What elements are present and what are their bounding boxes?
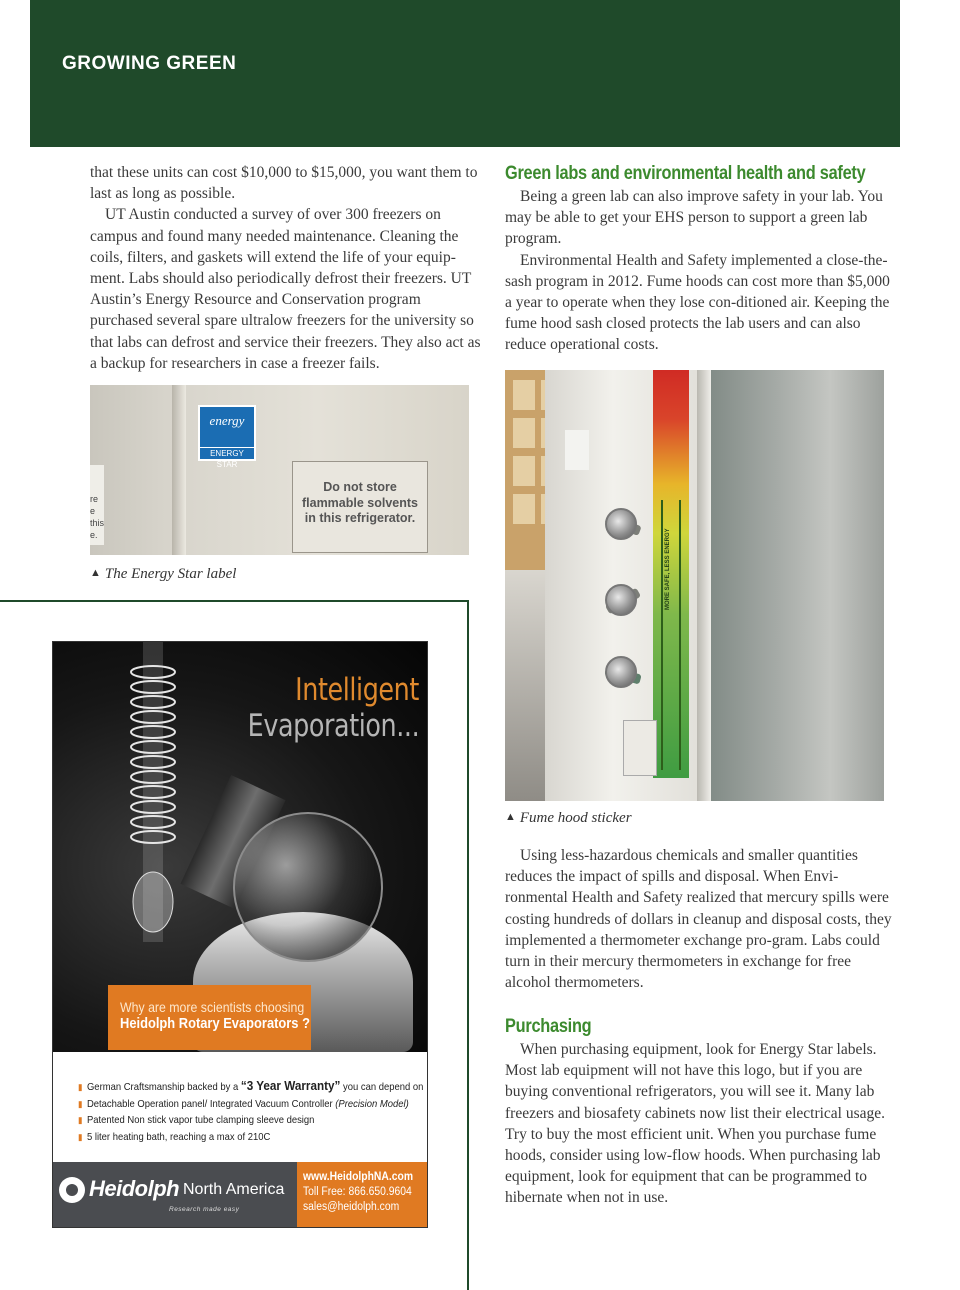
- condenser-coil-icon: [113, 642, 193, 942]
- list-item: ▮ Patented Non stick vapor tube clamping sleeve design: [78, 1114, 315, 1126]
- ad-feature-list: [78, 1078, 428, 1145]
- right-column-middle: [505, 845, 900, 993]
- bullet-icon: ▮: [78, 1131, 83, 1142]
- right-column-bottom: [505, 1015, 900, 1209]
- bullet-icon: ▮: [78, 1098, 83, 1109]
- heidolph-logo: [59, 1174, 299, 1214]
- right-column-top: [505, 162, 900, 356]
- gas-valve-icon: [605, 656, 637, 688]
- ad-headline-line2: Evaporation...: [247, 708, 419, 744]
- paragraph: Environmental Health and Safety implemented a close-the-sash program in 2012. Fume hoods can cost more than $5,000 a year to operate when they lose con-ditioned air. Keeping the fume hood sash closed protects the lab users and can also reduce operational costs.: [505, 251, 890, 354]
- fume-photo-caption: [505, 810, 632, 827]
- fume-hood-photo: [505, 370, 884, 801]
- paragraph: When purchasing equipment, look for Energy Star labels. Most lab equipment will not have this logo, but if you are buying conventional refrigerators, you will see it. Many lab freezers and biosafety cabinets now list their electrical usage. Try to buy the most efficient unit. When you purchase fume hoods, consider using low-flow hoods. When purchasing lab equipment, look for equipment that can be programmed to hibernate when not in use.: [505, 1041, 886, 1207]
- list-item: ▮ Detachable Operation panel/ Integrated Vacuum Controller (Precision Model): [78, 1097, 409, 1110]
- freezer-door-edge: [172, 385, 186, 555]
- gas-valve-icon: [605, 508, 637, 540]
- energy-star-script: energy: [209, 413, 245, 428]
- heidolph-logo-icon: [59, 1177, 85, 1203]
- brand-name: Heidolph: [89, 1176, 180, 1201]
- energy-star-logo: [198, 405, 256, 469]
- list-item: ▮ 5 liter heating bath, reaching a max of 210C: [78, 1130, 271, 1143]
- section-title: GROWING GREEN: [62, 53, 237, 74]
- ad-contact-box: [297, 1162, 428, 1228]
- ad-footer: [53, 1162, 428, 1228]
- list-item: ▮ German Craftsmanship backed by a “3 Year Warranty” you can depend on: [78, 1078, 424, 1093]
- ad-question-box: [108, 985, 311, 1050]
- energy-photo-caption: [90, 566, 236, 583]
- hood-label: [565, 430, 589, 470]
- fume-hood-sash-glass: [705, 370, 884, 801]
- left-column-text: [90, 162, 485, 374]
- heidolph-advertisement: [52, 641, 428, 1228]
- email-link[interactable]: sales@heidolph.com: [303, 1201, 400, 1213]
- phone-number: Toll Free: 866.650.9604: [303, 1186, 412, 1198]
- brand-tagline: Research made easy: [169, 1206, 240, 1213]
- gas-valve-icon: [605, 584, 637, 616]
- section-heading-purchasing: Purchasing: [505, 1016, 592, 1037]
- paragraph: that these units can cost $10,000 to $15,000, you want them to last as long as possible.: [90, 164, 478, 203]
- sticker-arrow-icon: [661, 500, 681, 770]
- electrical-outlet-icon: [623, 720, 657, 776]
- paragraph: UT Austin conducted a survey of over 300 freezers on campus and found many needed maintenance. Cleaning the coils, filters, and gaskets will extend the life of your equip-ment. Labs should also periodically defrost their freezers. UT Austin’s Energy Resource and Conservation program purchased several spare ultralow freezers for the university so that labs can defrost and service their freezers. They also act as a backup for researchers in case a freezer fails.: [90, 206, 481, 372]
- paragraph: Using less-hazardous chemicals and smaller quantities reduces the impact of spills and disposal. When Envi-ronmental Health and Safety realized that mercury spills were costing hundreds of dollars in cleanup and disposal costs, they implemented a thermometer exchange pro-gram. Labs could turn in their mercury thermometers in exchange for free alcohol thermometers.: [505, 847, 892, 992]
- flammable-warning-sign: Do not store flammable solvents in this refrigerator.: [292, 461, 428, 553]
- energy-star-photo: [90, 385, 469, 555]
- caption-arrow-icon: ▲: [90, 567, 101, 579]
- energy-star-label: ENERGY STAR: [200, 447, 254, 459]
- caption-text: Fume hood sticker: [519, 810, 632, 826]
- caption-arrow-icon: ▲: [505, 811, 516, 823]
- ad-question-line1: Why are more scientists choosing: [120, 999, 305, 1015]
- sash-frame: [697, 370, 711, 801]
- evaporating-flask: [233, 812, 383, 962]
- paragraph: Being a green lab can also improve safety in your lab. You may be able to get your EHS person to support a green lab program.: [505, 188, 883, 248]
- section-heading-green-labs: Green labs and environmental health and safety: [505, 163, 866, 184]
- ad-question-line2: Heidolph Rotary Evaporators ?: [120, 1015, 310, 1032]
- partial-sign: re e this e.: [90, 465, 104, 545]
- bullet-icon: ▮: [78, 1082, 83, 1092]
- sticker-text: MORE SAFE, LESS ENERGY: [665, 528, 671, 610]
- bullet-icon: ▮: [78, 1115, 83, 1125]
- ad-frame-top-rule: [0, 600, 469, 602]
- website-link[interactable]: www.HeidolphNA.com: [303, 1171, 414, 1183]
- brand-suffix: North America: [183, 1181, 285, 1198]
- ad-frame-right-rule: [467, 600, 469, 1290]
- header-band: [30, 0, 900, 147]
- ad-headline-line1: Intelligent: [295, 672, 419, 708]
- caption-text: The Energy Star label: [104, 566, 237, 582]
